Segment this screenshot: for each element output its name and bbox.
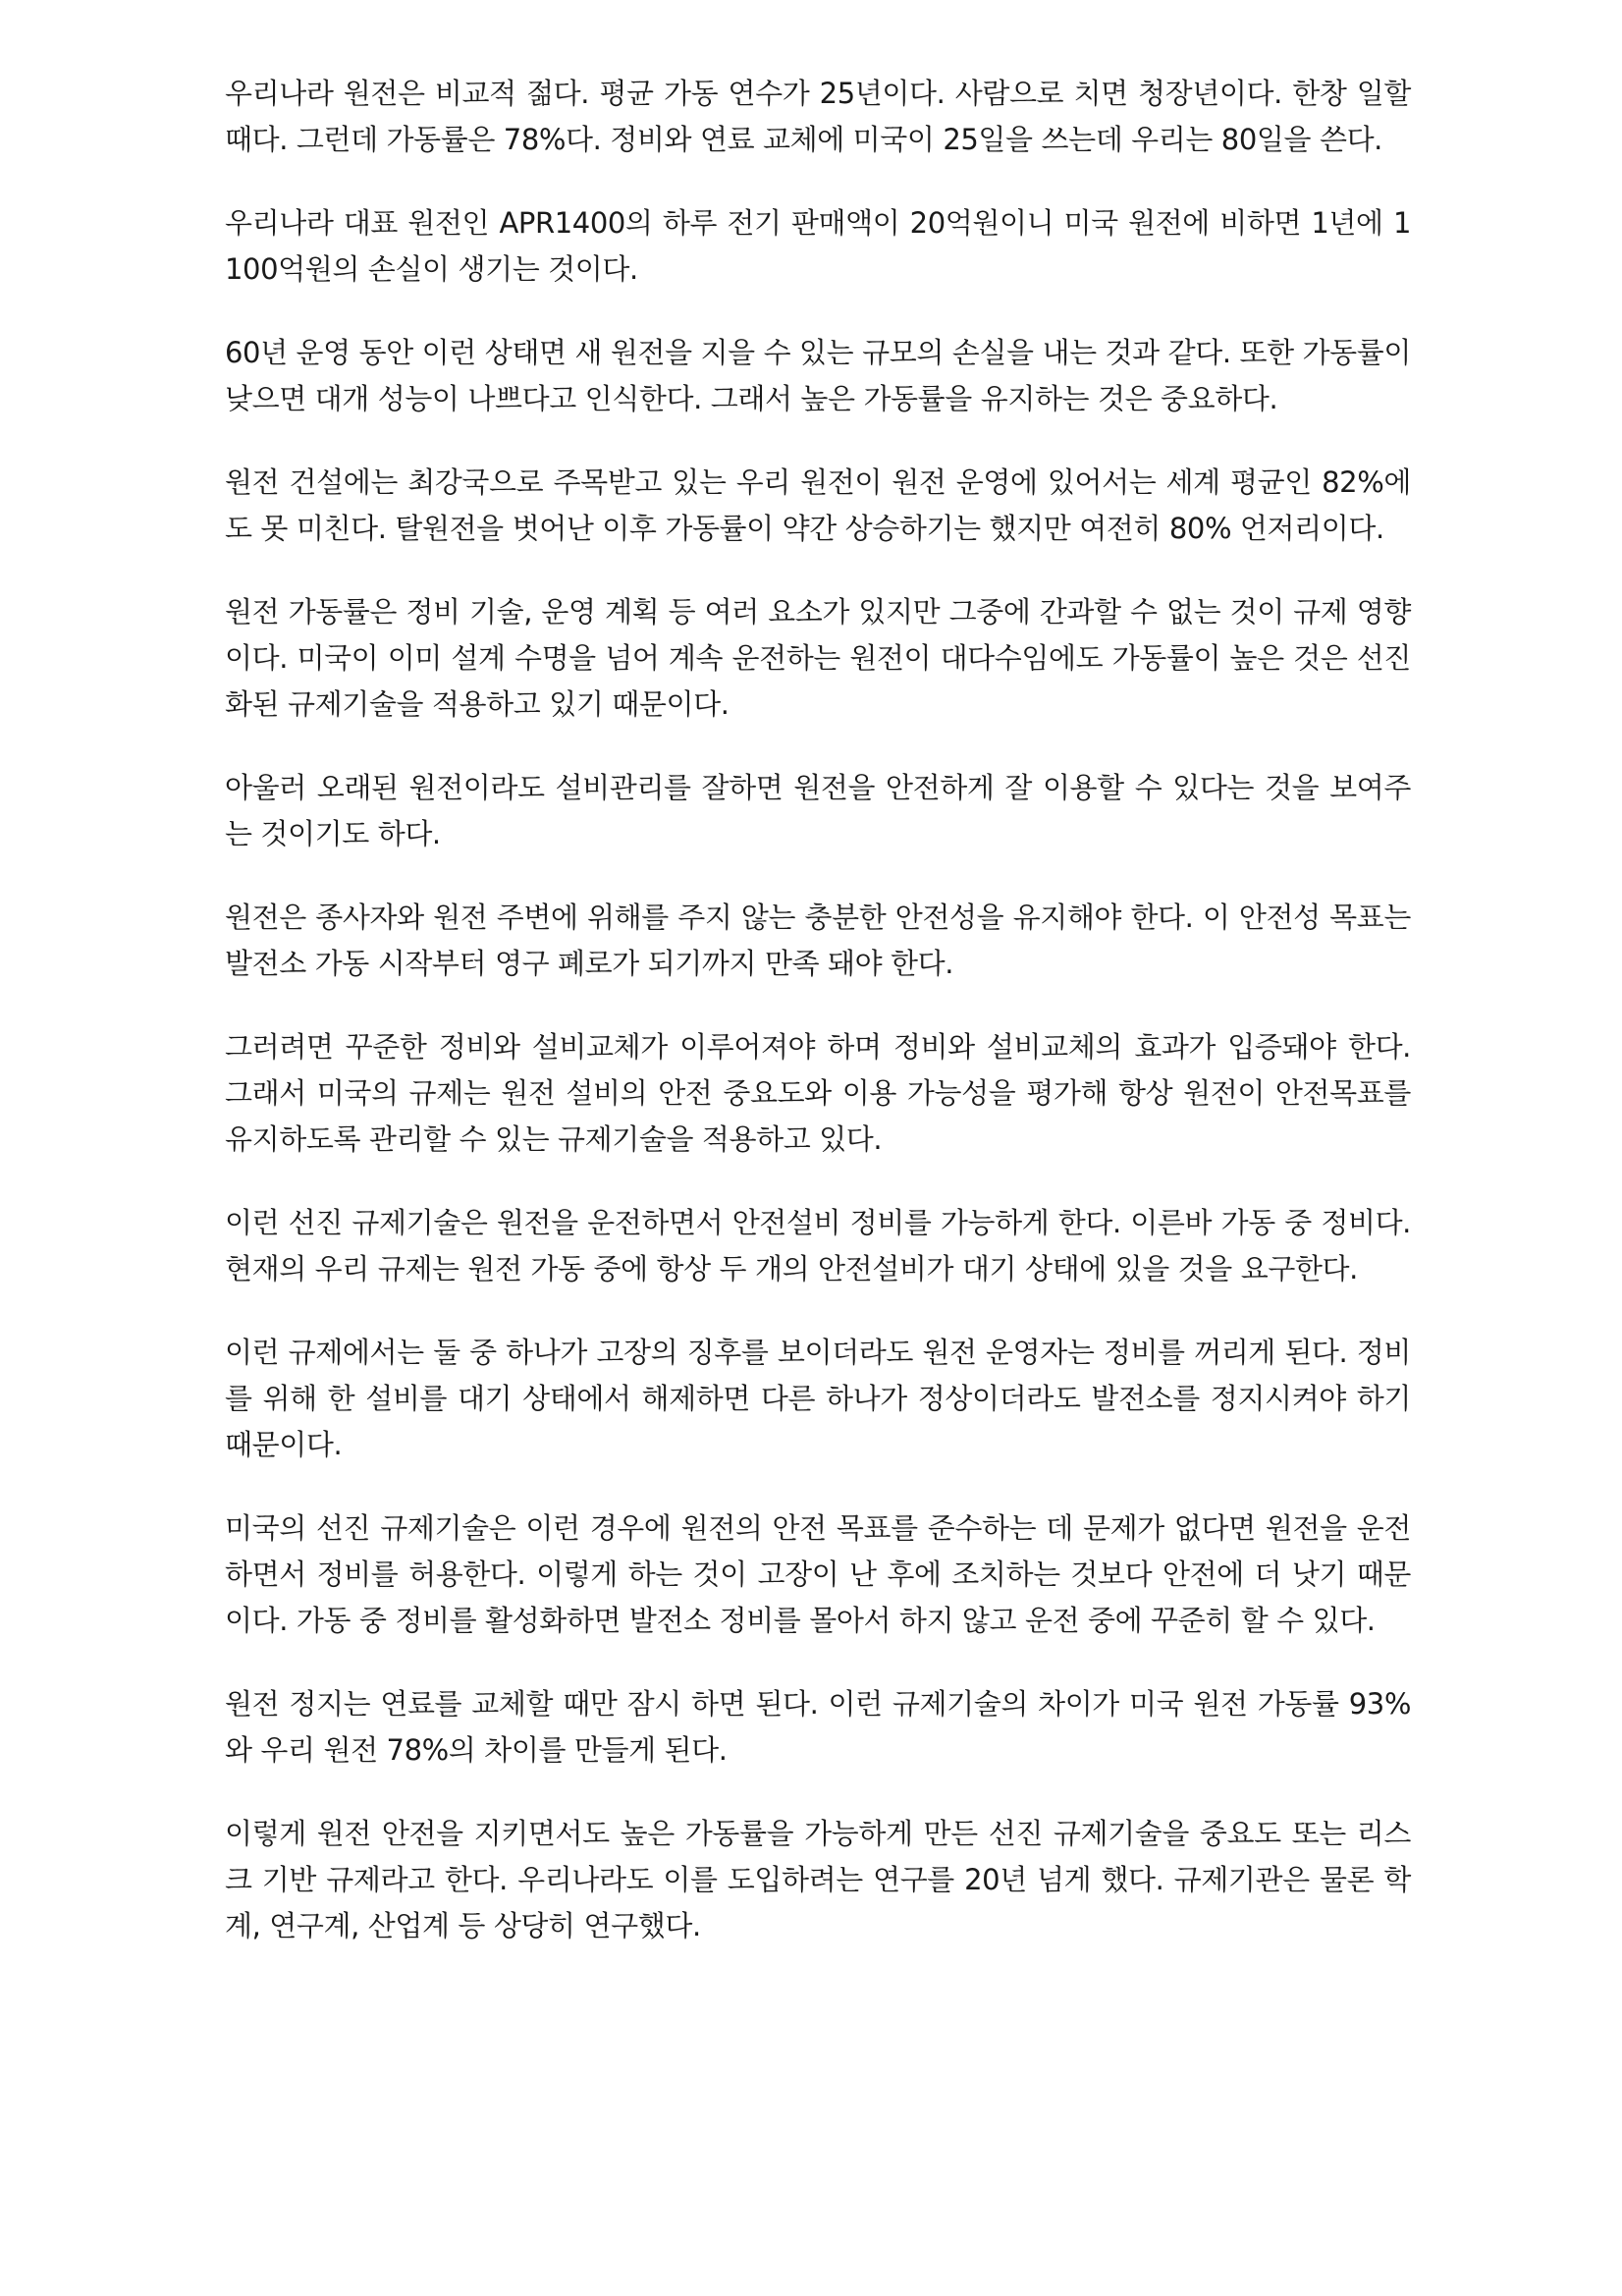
paragraph-3: 60년 운영 동안 이런 상태면 새 원전을 지을 수 있는 규모의 손실을 내는 것과 같다. 또한 가동률이 낮으면 대개 성능이 나쁘다고 인식한다. 그래서 높은 가동률을 유지하는 것은 중요하다.	[225, 336, 1411, 415]
paragraph-12: 원전 정지는 연료를 교체할 때만 잠시 하면 된다. 이런 규제기술의 차이가 미국 원전 가동률 93%와 우리 원전 78%의 차이를 만들게 된다.	[225, 1687, 1411, 1767]
paragraph-8: 그러려면 꾸준한 정비와 설비교체가 이루어져야 하며 정비와 설비교체의 효과가 입증돼야 한다. 그래서 미국의 규제는 원전 설비의 안전 중요도와 이용 가능성을 평가해 항상 원전이 안전목표를 유지하도록 관리할 수 있는 규제기술을 적용하고 있다.	[225, 1030, 1411, 1156]
paragraph-7: 원전은 종사자와 원전 주변에 위해를 주지 않는 충분한 안전성을 유지해야 한다. 이 안전성 목표는 발전소 가동 시작부터 영구 폐로가 되기까지 만족 돼야 한다.	[225, 901, 1411, 980]
paragraph-13: 이렇게 원전 안전을 지키면서도 높은 가동률을 가능하게 만든 선진 규제기술을 중요도 또는 리스크 기반 규제라고 한다. 우리나라도 이를 도입하려는 연구를 20년 넘게 했다. 규제기관은 물론 학계, 연구계, 산업계 등 상당히 연구했다.	[225, 1817, 1411, 1942]
paragraph-11: 미국의 선진 규제기술은 이런 경우에 원전의 안전 목표를 준수하는 데 문제가 없다면 원전을 운전하면서 정비를 허용한다. 이렇게 하는 것이 고장이 난 후에 조치하는 것보다 안전에 더 낫기 때문이다. 가동 중 정비를 활성화하면 발전소 정비를 몰아서 하지 않고 운전 중에 꾸준히 할 수 있다.	[225, 1511, 1411, 1637]
paragraph-1: 우리나라 원전은 비교적 젊다. 평균 가동 연수가 25년이다. 사람으로 치면 청장년이다. 한창 일할 때다. 그런데 가동률은 78%다. 정비와 연료 교체에 미국이 25일을 쓰는데 우리는 80일을 쓴다.	[225, 77, 1411, 156]
paragraph-2: 우리나라 대표 원전인 APR1400의 하루 전기 판매액이 20억원이니 미국 원전에 비하면 1년에 1100억원의 손실이 생기는 것이다.	[225, 206, 1411, 286]
paragraph-5: 원전 가동률은 정비 기술, 운영 계획 등 여러 요소가 있지만 그중에 간과할 수 없는 것이 규제 영향이다. 미국이 이미 설계 수명을 넘어 계속 운전하는 원전이 대다수임에도 가동률이 높은 것은 선진화된 규제기술을 적용하고 있기 때문이다.	[225, 595, 1411, 721]
paragraph-10: 이런 규제에서는 둘 중 하나가 고장의 징후를 보이더라도 원전 운영자는 정비를 꺼리게 된다. 정비를 위해 한 설비를 대기 상태에서 해제하면 다른 하나가 정상이더라도 발전소를 정지시켜야 하기 때문이다.	[225, 1336, 1411, 1461]
document-page	[225, 71, 1411, 1987]
paragraph-6: 아울러 오래된 원전이라도 설비관리를 잘하면 원전을 안전하게 잘 이용할 수 있다는 것을 보여주는 것이기도 하다.	[225, 771, 1411, 850]
paragraph-4: 원전 건설에는 최강국으로 주목받고 있는 우리 원전이 원전 운영에 있어서는 세계 평균인 82%에도 못 미친다. 탈원전을 벗어난 이후 가동률이 약간 상승하기는 했지만 여전히 80% 언저리이다.	[225, 465, 1411, 545]
paragraph-9: 이런 선진 규제기술은 원전을 운전하면서 안전설비 정비를 가능하게 한다. 이른바 가동 중 정비다. 현재의 우리 규제는 원전 가동 중에 항상 두 개의 안전설비가 대기 상태에 있을 것을 요구한다.	[225, 1206, 1411, 1285]
